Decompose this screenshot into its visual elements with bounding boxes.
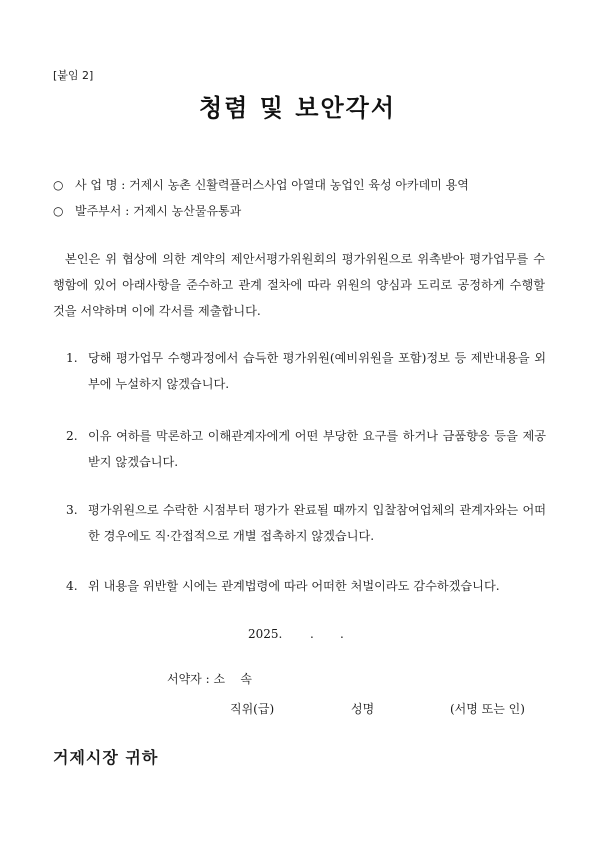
circle-bullet-icon: ○ [53, 178, 64, 192]
item-text: 위 내용을 위반할 시에는 관계법령에 따라 어떠한 처벌이라도 감수하겠습니다. [88, 579, 500, 593]
department-value: 거제시 농산물유통과 [133, 204, 242, 218]
project-name-label: 사 업 명 [75, 178, 118, 192]
department-label: 발주부서 [75, 204, 122, 218]
item-text: 평가위원으로 수락한 시점부터 평가가 완료될 때까지 입찰참여업체의 관계자와는 어떠한 경우에도 직·간접적으로 개별 접촉하지 않겠습니다. [88, 503, 546, 543]
project-name-row [53, 176, 469, 193]
addressee: 거제시장 귀하 [53, 748, 159, 767]
signer-affiliation-row [167, 670, 252, 687]
position-label: 직위(급) [230, 702, 275, 716]
item-number: 3. [66, 503, 78, 517]
item-number: 4. [66, 579, 78, 593]
date-year: 2025. [248, 627, 283, 641]
department-row [53, 202, 241, 219]
item-number: 1. [66, 351, 78, 365]
separator: : [125, 204, 130, 218]
signer-label: 서약자 : [167, 672, 210, 686]
intro-paragraph: 본인은 위 협상에 의한 계약의 제안서평가위원회의 평가위원으로 위촉받아 평가업무를 수행함에 있어 아래사항을 준수하고 관계 절차에 따라 위원의 양심과 도리로 공정하게 수행할 것을 서약하며 이에 각서를 제출합니다. [53, 252, 545, 318]
date-month: . [310, 627, 314, 641]
date-day: . [340, 627, 344, 641]
pledge-item [66, 573, 546, 599]
item-text: 당해 평가업무 수행과정에서 습득한 평가위원(예비위원을 포함)정보 등 제반내용을 외부에 누설하지 않겠습니다. [88, 351, 546, 391]
item-number: 2. [66, 429, 78, 443]
date-line [248, 627, 344, 641]
separator: : [121, 178, 126, 192]
affiliation-label: 소 속 [213, 672, 252, 686]
attachment-label: [붙임 2] [53, 69, 94, 82]
name-label: 성명 [351, 702, 375, 716]
circle-bullet-icon: ○ [53, 204, 64, 218]
pledge-item [66, 345, 546, 397]
project-name-value: 거제시 농촌 신활력플러스사업 아열대 농업인 육성 아카데미 용역 [129, 178, 469, 192]
document-title: 청렴 및 보안각서 [199, 94, 396, 122]
item-text: 이유 여하를 막론하고 이해관계자에게 어떤 부당한 요구를 하거나 금품향응 등을 제공받지 않겠습니다. [88, 429, 546, 469]
signature-label: (서명 또는 인) [450, 702, 525, 716]
pledge-item [66, 423, 546, 475]
pledge-item [66, 497, 546, 549]
